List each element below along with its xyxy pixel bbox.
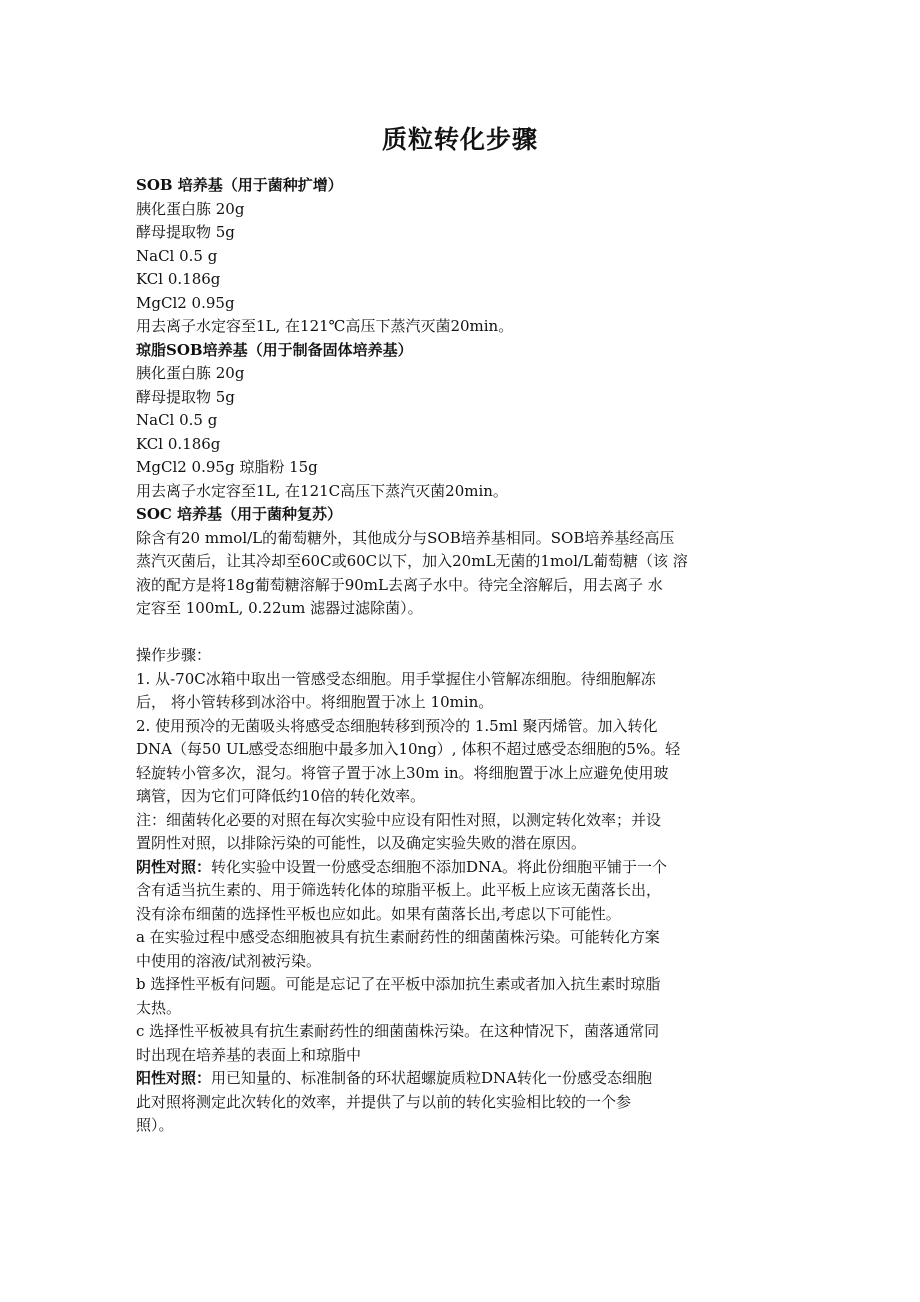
possibility-a-line: 中使用的溶液/试剂被污染。 — [136, 951, 322, 970]
positive-control-first-line — [136, 1067, 786, 1091]
positive-line: 此对照将测定此次转化的效率，并提供了与以前的转化实验相比较的一个参 — [136, 1092, 632, 1111]
possibility-b-line: 太热。 — [136, 998, 182, 1017]
sob-line: MgCl2 0.95g — [136, 293, 235, 312]
agar-line: 酵母提取物 5g — [136, 387, 235, 406]
sob-heading: SOB 培养基（用于菌种扩增） — [136, 176, 343, 194]
sob-line: 胰化蛋白胨 20g — [136, 199, 245, 218]
negative-control-text: 转化实验中设置一份感受态细胞不添加DNA。将此份细胞平铺于一个 — [211, 857, 668, 876]
agar-heading: 琼脂SOB培养基（用于制备固体培养基） — [136, 340, 413, 359]
step2-line: DNA（每50 UL感受态细胞中最多加入10ng）, 体积不超过感受态细胞的5%。轻 — [136, 740, 681, 758]
negative-line: 含有适当抗生素的、用于筛选转化体的琼脂平板上。此平板上应该无菌落长出， — [136, 881, 662, 899]
soc-line: 蒸汽灭菌后，让其冷却至60C或60C以下，加入20mL无菌的1mol/L葡萄糖（该 溶 — [136, 552, 688, 570]
document-body — [136, 174, 786, 1138]
positive-line: 照）。 — [136, 1116, 174, 1134]
positive-control-label: 阳性对照： — [136, 1069, 212, 1087]
agar-line: NaCl 0.5 g — [136, 411, 218, 429]
step1-line: 后， 将小管转移到冰浴中。将细胞置于冰上 10min。 — [136, 693, 494, 711]
step2-line: 璃管，因为它们可降低约10倍的转化效率。 — [136, 787, 426, 805]
negative-control-label: 阴性对照： — [136, 857, 212, 876]
agar-line: MgCl2 0.95g 琼脂粉 15g — [136, 458, 318, 476]
step2-line: 2. 使用预冷的无菌吸头将感受态细胞转移到预冷的 1.5ml 聚丙烯管。加入转化 — [136, 716, 658, 735]
possibility-c-line: c 选择性平板被具有抗生素耐药性的细菌菌株污染。在这种情况下，菌落通常同 — [136, 1022, 660, 1040]
procedure-heading: 操作步骤： — [136, 646, 212, 664]
agar-line: 用去离子水定容至1L, 在121C高压下蒸汽灭菌20min。 — [136, 481, 508, 500]
page-title: 质粒转化步骤 — [381, 125, 538, 154]
possibility-a-line: a 在实验过程中感受态细胞被具有抗生素耐药性的细菌菌株污染。可能转化方案 — [136, 928, 660, 946]
soc-line: 除含有20 mmol/L的葡萄糖外，其他成分与SOB培养基相同。SOB培养基经高压 — [136, 528, 675, 547]
agar-line: KCl 0.186g — [136, 434, 221, 453]
soc-line: 液的配方是将18g葡萄糖溶解于90mL去离子水中。待完全溶解后，用去离子 水 — [136, 575, 663, 594]
blank-spacer — [136, 621, 786, 645]
step2-line: 轻旋转小管多次，混匀。将管子置于冰上30m in。将细胞置于冰上应避免使用玻 — [136, 763, 669, 782]
step1-line: 1. 从-70C冰箱中取出一管感受态细胞。用手掌握住小管解冻细胞。待细胞解冻 — [136, 669, 656, 688]
positive-control-text: 用已知量的、标准制备的环状超螺旋质粒DNA转化一份感受态细胞 — [211, 1069, 653, 1087]
negative-line: 没有涂布细菌的选择性平板也应如此。如果有菌落长出,考虑以下可能性。 — [136, 904, 621, 923]
possibility-b-line: b 选择性平板有问题。可能是忘记了在平板中添加抗生素或者加入抗生素时琼脂 — [136, 975, 661, 993]
note-line: 注：细菌转化必要的对照在每次实验中应设有阳性对照，以测定转化效率；并设 — [136, 810, 662, 829]
soc-heading: SOC 培养基（用于菌种复苏） — [136, 505, 343, 523]
sob-line: NaCl 0.5 g — [136, 246, 218, 265]
sob-line: 酵母提取物 5g — [136, 223, 235, 241]
possibility-c-line: 时出现在培养基的表面上和琼脂中 — [136, 1045, 362, 1064]
negative-control-first-line — [136, 856, 786, 880]
agar-line: 胰化蛋白胨 20g — [136, 364, 245, 382]
sob-line: KCl 0.186g — [136, 270, 221, 288]
soc-line: 定容至 100mL, 0.22um 滤器过滤除菌）。 — [136, 599, 423, 617]
note-line: 置阴性对照，以排除污染的可能性，以及确定实验失败的潜在原因。 — [136, 834, 587, 852]
sob-line: 用去离子水定容至1L, 在121℃高压下蒸汽灭菌20min。 — [136, 317, 514, 335]
